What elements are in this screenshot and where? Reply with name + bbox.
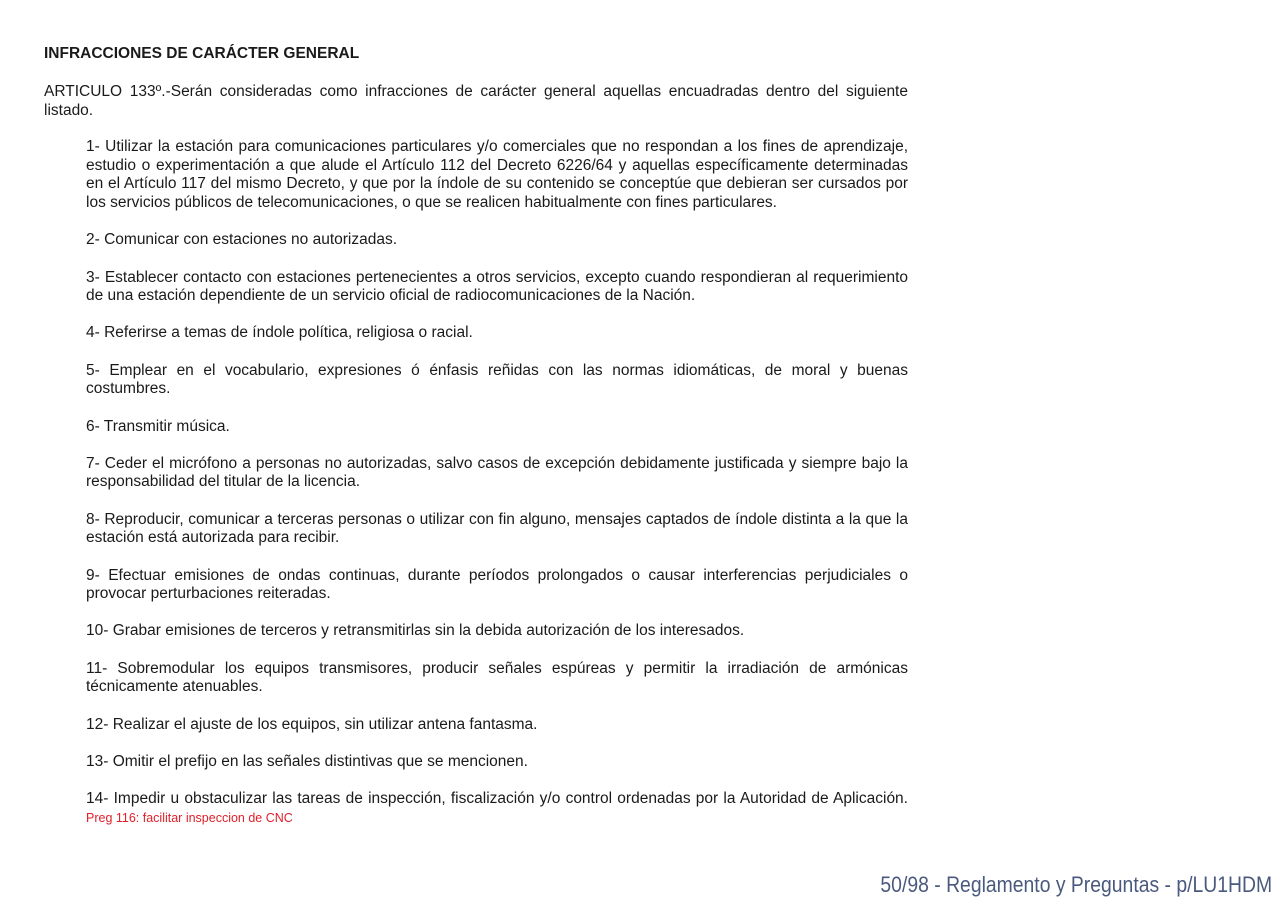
item-text: 12- Realizar el ajuste de los equipos, sin utilizar antena fantasma. bbox=[86, 715, 538, 733]
list-item bbox=[86, 269, 908, 306]
list-item bbox=[86, 660, 908, 697]
page-footer: 50/98 - Reglamento y Preguntas - p/LU1HDM bbox=[880, 872, 1272, 897]
item-text: 2- Comunicar con estaciones no autorizadas. bbox=[86, 231, 398, 249]
list-item bbox=[86, 753, 908, 772]
list-item bbox=[86, 362, 908, 399]
item-text: 7- Ceder el micrófono a personas no autorizadas, salvo casos de excepción debidamente justificada y siempre bajo la responsabilidad del titular de la licencia. bbox=[86, 454, 908, 491]
list-item bbox=[86, 418, 908, 437]
section-heading: INFRACCIONES DE CARÁCTER GENERAL bbox=[44, 45, 360, 62]
list-item bbox=[86, 790, 908, 827]
list-item bbox=[86, 138, 908, 213]
item-text: 14- Impedir u obstaculizar las tareas de inspección, fiscalización y/o control ordenadas por la Autoridad de Aplicación. bbox=[86, 789, 908, 807]
list-item bbox=[86, 231, 908, 250]
item-text: 4- Referirse a temas de índole política, religiosa o racial. bbox=[86, 324, 473, 342]
list-item bbox=[86, 324, 908, 343]
item-text: 11- Sobremodular los equipos transmisores, producir señales espúreas y permitir la irradiación de armónicas técnicamente atenuables. bbox=[86, 659, 908, 696]
list-item bbox=[86, 567, 908, 604]
list-item bbox=[86, 716, 908, 735]
item-text: 9- Efectuar emisiones de ondas continuas, durante períodos prolongados o causar interferencias perjudiciales o provocar perturbaciones reiteradas. bbox=[86, 566, 908, 603]
item-text: 13- Omitir el prefijo en las señales distintivas que se mencionen. bbox=[86, 752, 528, 770]
article-intro: ARTICULO 133º.-Serán consideradas como infracciones de carácter general aquellas encuadradas dentro del siguiente listado. bbox=[44, 83, 908, 119]
item-text: 5- Emplear en el vocabulario, expresiones ó énfasis reñidas con las normas idiomáticas, de moral y buenas costumbres. bbox=[86, 361, 908, 398]
item-text: 1- Utilizar la estación para comunicaciones particulares y/o comerciales que no respondan a los fines de aprendizaje, estudio o experimentación a que alude el Artículo 112 del Decreto 6226/64 y aquellas específicamente determinadas en el Artículo 117 del mismo Decreto, y que por la índole de su contenido se conceptúe que debieran ser cursados por los servicios públicos de telecomunicaciones, o que se realicen habitualmente con fines particulares. bbox=[86, 138, 908, 212]
item-text: 8- Reproducir, comunicar a terceras personas o utilizar con fin alguno, mensajes captados de índole distinta a la que la estación está autorizada para recibir. bbox=[86, 510, 908, 547]
document-page bbox=[44, 44, 908, 846]
infractions-list bbox=[44, 138, 908, 827]
list-item bbox=[86, 511, 908, 548]
item-text: 3- Establecer contacto con estaciones pertenecientes a otros servicios, excepto cuando respondieran al requerimiento de una estación dependiente de un servicio oficial de radiocomunicaciones de la Nación. bbox=[86, 268, 908, 305]
item-text: 6- Transmitir música. bbox=[86, 417, 230, 435]
annotation-note: Preg 116: facilitar inspeccion de CNC bbox=[86, 810, 293, 825]
list-item bbox=[86, 622, 908, 641]
item-text: 10- Grabar emisiones de terceros y retransmitirlas sin la debida autorización de los interesados. bbox=[86, 622, 745, 640]
list-item bbox=[86, 455, 908, 492]
